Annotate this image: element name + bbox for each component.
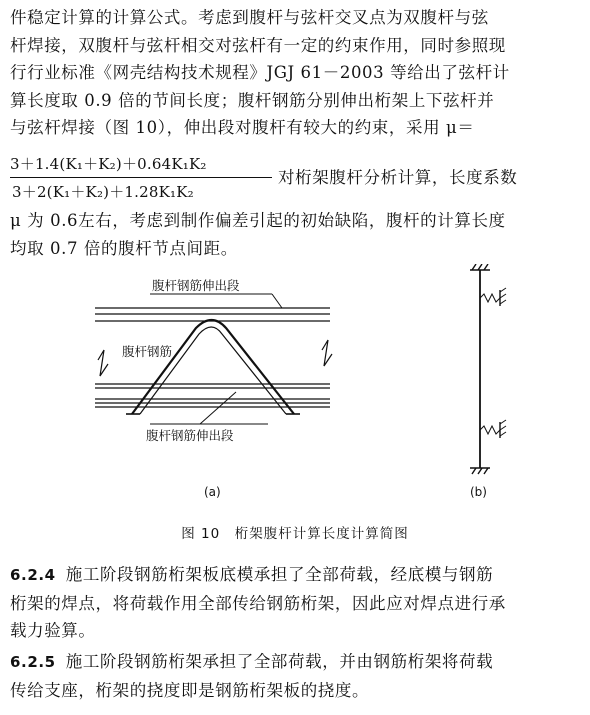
text-line: 桁架的焊点，将荷载作用全部传给钢筋桁架，因此应对焊点进行承	[10, 593, 506, 613]
formula-trailing-text: 对桁架腹杆分析计算，长度系数	[278, 168, 518, 187]
diagram-a	[95, 294, 332, 424]
fraction-numerator: 3＋1.4(K₁＋K₂)＋0.64K₁K₂	[10, 155, 207, 173]
text-line: μ 为 0.6左右，考虑到制作偏差引起的初始缺陷，腹杆的计算长度	[10, 211, 506, 230]
section-number: 6.2.5	[10, 653, 56, 671]
web-bar-inner	[140, 327, 286, 414]
text-line: 件稳定计算的计算公式。考虑到腹杆与弦杆交叉点为双腹杆与弦	[10, 8, 489, 27]
section-number: 6.2.4	[10, 566, 56, 584]
leader-top	[272, 294, 282, 308]
section-first-line	[10, 648, 582, 677]
paragraph-intro	[10, 4, 582, 142]
section-6-2-5	[10, 648, 582, 704]
text-line: 与弦杆焊接（图 10），伸出段对腹杆有较大的约束，采用 μ＝	[10, 118, 475, 137]
text-line: 载力验算。	[10, 621, 96, 640]
figure-caption: 图 10 桁架腹杆计算长度计算简图	[181, 526, 409, 542]
text-line: 均取 0.7 倍的腹杆节点间距。	[10, 238, 238, 258]
label-web-bar: 腹杆钢筋	[122, 344, 173, 359]
leader-bottom	[200, 392, 236, 424]
text-line: 算长度取 0.9 倍的节间长度；腹杆钢筋分别伸出桁架上下弦杆并	[10, 90, 495, 110]
lower-spring	[480, 426, 500, 434]
truss-diagram	[0, 264, 590, 514]
text-line: 杆焊接，双腹杆与弦杆相交对弦杆有一定的约束作用，同时参照现	[10, 35, 506, 55]
paragraph-mu	[10, 207, 582, 262]
diagram-b	[470, 264, 506, 474]
text-line: 传给支座，桁架的挠度即是钢筋桁架板的挠度。	[10, 680, 370, 700]
upper-spring	[480, 294, 500, 302]
break-mark-right	[322, 340, 332, 366]
section-6-2-4	[10, 561, 582, 645]
label-top-extension: 腹杆钢筋伸出段	[152, 278, 240, 293]
text-line: 施工阶段钢筋桁架承担了全部荷载，并由钢筋桁架将荷载	[65, 652, 494, 671]
text-line: 行行业标准《网壳结构技术规程》JGJ 61－2003 等给出了弦杆计	[10, 63, 510, 82]
text-line: 施工阶段钢筋桁架板底模承担了全部荷载，经底模与钢筋	[65, 565, 494, 584]
break-mark-left	[98, 350, 108, 376]
figure-10	[0, 264, 590, 514]
mu-fraction	[10, 151, 272, 209]
label-bottom-extension: 腹杆钢筋伸出段	[146, 428, 234, 443]
section-first-line	[10, 561, 582, 590]
sublabel-b: (b)	[470, 485, 487, 499]
sublabel-a: (a)	[204, 485, 221, 499]
fraction-denominator: 3＋2(K₁＋K₂)＋1.28K₁K₂	[12, 183, 194, 201]
formula-line	[10, 151, 582, 209]
fraction-bar	[10, 177, 272, 178]
web-bar	[132, 320, 294, 414]
